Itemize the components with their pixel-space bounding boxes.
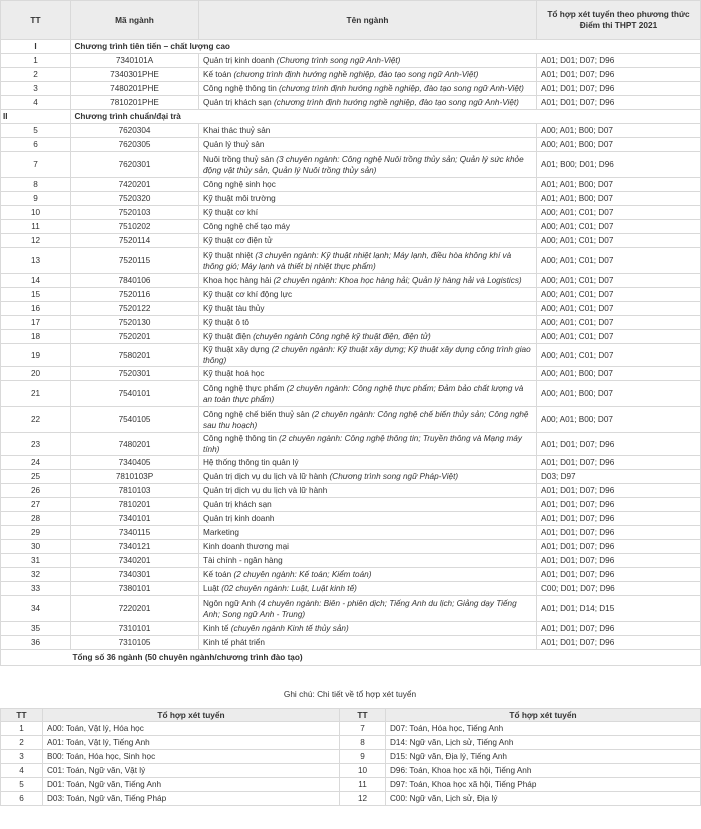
total-text: Tổng số 36 ngành (50 chuyên ngành/chương trình đào tạo) (71, 650, 701, 666)
row-name (199, 596, 537, 622)
row-code: 7510202 (71, 220, 199, 234)
row-name-text: Công nghệ sinh học (203, 180, 276, 189)
row-name (199, 54, 537, 68)
combo-tt-right: 11 (340, 778, 386, 792)
row-name (199, 367, 537, 381)
table-row (1, 68, 701, 82)
combo-right: D14: Ngữ văn, Lịch sử, Tiếng Anh (386, 736, 701, 750)
section-title-text: Chương trình tiên tiến – chất lượng cao (74, 42, 230, 51)
row-name-text: Quản trị kinh doanh (203, 56, 275, 65)
row-name (199, 206, 537, 220)
row-name-text: Marketing (203, 528, 239, 537)
combo-tt-left: 6 (1, 792, 43, 806)
table-row (1, 220, 701, 234)
row-code: 7520115 (71, 248, 199, 274)
row-name-text: Luật (203, 584, 219, 593)
table-row (1, 330, 701, 344)
section-title (74, 110, 701, 124)
combo-tt-right: 10 (340, 764, 386, 778)
row-name (199, 248, 537, 274)
row-code: 7220201 (71, 596, 199, 622)
row-code: 7340405 (71, 456, 199, 470)
row-code: 7340201 (71, 554, 199, 568)
row-name-note: (2 chuyên ngành: Công nghệ thông tin; Truyền thông và Mạng máy tính) (203, 434, 522, 454)
row-name (199, 582, 537, 596)
combo-header-combo-right: Tổ hợp xét tuyển (386, 709, 701, 722)
row-name-note: (2 chuyên ngành: Khoa học hàng hải; Quản lý hàng hải và Logistics) (273, 276, 522, 285)
row-name (199, 330, 537, 344)
table-row (1, 54, 701, 68)
table-row (1, 433, 701, 456)
row-combos: A00; A01; B00; D07 (537, 381, 701, 407)
row-combos: A00; A01; C01; D07 (537, 344, 701, 367)
combo-tt-right: 12 (340, 792, 386, 806)
row-name-note: (3 chuyên ngành: Kỹ thuật nhiệt lạnh; Máy lạnh, điều hòa không khí và thông gió; Máy lạnh và thiết bị nhiệt thực phẩm) (203, 250, 512, 271)
row-tt: 26 (1, 484, 71, 498)
row-combos: A01; A01; B00; D07 (537, 192, 701, 206)
header-combos (537, 1, 701, 40)
row-tt: 24 (1, 456, 71, 470)
row-name-text: Kỹ thuật ô tô (203, 318, 249, 327)
combo-row (1, 736, 701, 750)
table-row (1, 124, 701, 138)
header-code: Mã ngành (71, 1, 199, 40)
row-name-text: Kinh tế (203, 624, 229, 633)
row-combos: A01; D01; D07; D96 (537, 456, 701, 470)
row-name-text: Công nghệ chế biến thuỷ sản (203, 409, 310, 419)
row-name (199, 302, 537, 316)
row-code: 7340301 (71, 568, 199, 582)
row-name-text: Quản trị khách sạn (203, 98, 272, 107)
combo-right: C00: Ngữ văn, Lịch sử, Địa lý (386, 792, 701, 806)
combo-header-tt-left: TT (1, 709, 43, 722)
row-name (199, 124, 537, 138)
table-row (1, 152, 701, 178)
row-name (199, 344, 537, 367)
row-combos: A00; A01; B00; D07 (537, 138, 701, 152)
row-code: 7810201PHE (71, 96, 199, 110)
row-tt: 15 (1, 288, 71, 302)
combo-tt-right: 8 (340, 736, 386, 750)
row-code: 7380101 (71, 582, 199, 596)
row-name (199, 96, 537, 110)
row-name (199, 234, 537, 248)
combo-left: D01: Toán, Ngữ văn, Tiếng Anh (43, 778, 340, 792)
row-name-note: (chương trình định hướng nghề nghiệp, đào tạo song ngữ Anh-Việt) (233, 70, 479, 79)
row-code: 7340301PHE (71, 68, 199, 82)
majors-header-row (1, 1, 701, 40)
row-name (199, 498, 537, 512)
table-row (1, 288, 701, 302)
row-name-text: Công nghệ thông tin (203, 434, 277, 443)
table-row (1, 636, 701, 650)
row-combos: C00; D01; D07; D96 (537, 582, 701, 596)
table-row (1, 470, 701, 484)
combo-tt-right: 7 (340, 722, 386, 736)
row-name-text: Quản lý thuỷ sản (203, 140, 265, 149)
row-name (199, 68, 537, 82)
row-tt: 17 (1, 316, 71, 330)
row-code: 7520114 (71, 234, 199, 248)
row-code: 7340115 (71, 526, 199, 540)
row-tt: 6 (1, 138, 71, 152)
row-tt: 22 (1, 407, 71, 433)
row-name-text: Kỹ thuật cơ điện tử (203, 236, 273, 245)
row-name (199, 138, 537, 152)
row-combos: A01; D01; D07; D96 (537, 636, 701, 650)
note-caption: Ghi chú: Chi tiết về tổ hợp xét tuyển (283, 689, 417, 699)
row-code: 7520320 (71, 192, 199, 206)
row-name-text: Ngôn ngữ Anh (203, 598, 256, 608)
row-tt: 25 (1, 470, 71, 484)
row-tt: 21 (1, 381, 71, 407)
row-combos: A01; D01; D14; D15 (537, 596, 701, 622)
row-tt: 18 (1, 330, 71, 344)
row-name (199, 512, 537, 526)
row-code: 7340101 (71, 512, 199, 526)
table-row (1, 498, 701, 512)
row-name (199, 192, 537, 206)
row-name-text: Kỹ thuật cơ khí (203, 208, 258, 217)
table-row (1, 316, 701, 330)
table-row (1, 568, 701, 582)
row-name (199, 274, 537, 288)
table-row (1, 344, 701, 367)
combo-row (1, 764, 701, 778)
row-code: 7310105 (71, 636, 199, 650)
row-code: 7840106 (71, 274, 199, 288)
row-code: 7520122 (71, 302, 199, 316)
row-combos: A00; A01; C01; D07 (537, 248, 701, 274)
table-row (1, 248, 701, 274)
row-name (199, 407, 537, 433)
row-combos: A01; D01; D07; D96 (537, 554, 701, 568)
combo-tt-left: 5 (1, 778, 43, 792)
row-combos: A01; D01; D07; D96 (537, 68, 701, 82)
table-row (1, 138, 701, 152)
row-name-text: Kỹ thuật cơ khí động lực (203, 290, 293, 299)
row-name (199, 636, 537, 650)
table-row (1, 407, 701, 433)
table-row (1, 456, 701, 470)
row-tt: 14 (1, 274, 71, 288)
row-tt: 16 (1, 302, 71, 316)
row-name-text: Khoa học hàng hải (203, 276, 272, 285)
row-name-text: Quản trị kinh doanh (203, 514, 275, 523)
row-name-text: Kỹ thuật điện (203, 332, 251, 341)
row-name-text: Quản trị dịch vụ du lịch và lữ hành (203, 486, 328, 495)
row-code: 7810103P (71, 470, 199, 484)
row-combos: A01; D01; D07; D96 (537, 526, 701, 540)
row-name-text: Kỹ thuật hoá học (203, 369, 265, 378)
row-tt: 5 (1, 124, 71, 138)
row-tt: 20 (1, 367, 71, 381)
row-tt: 36 (1, 636, 71, 650)
row-name (199, 554, 537, 568)
row-name (199, 82, 537, 96)
row-code: 7340121 (71, 540, 199, 554)
row-name (199, 152, 537, 178)
row-tt: 30 (1, 540, 71, 554)
row-name-text: Kế toán (203, 570, 232, 579)
combo-tt-left: 4 (1, 764, 43, 778)
row-combos: A00; A01; C01; D07 (537, 234, 701, 248)
row-name-text: Kỹ thuật nhiệt (203, 250, 254, 260)
row-name-text: Quản trị dịch vụ du lịch và lữ hành (203, 472, 328, 481)
combo-table-body (1, 722, 701, 806)
row-name-text: Khai thác thuỷ sản (203, 126, 271, 135)
combo-row (1, 792, 701, 806)
total-empty (1, 650, 71, 666)
row-code: 7580201 (71, 344, 199, 367)
row-combos: A01; D01; D07; D96 (537, 540, 701, 554)
total-row (1, 650, 701, 666)
row-combos: A00; A01; C01; D07 (537, 274, 701, 288)
row-name-note: (chuyên ngành Kinh tế thủy sản) (230, 624, 349, 633)
row-tt: 32 (1, 568, 71, 582)
row-name (199, 433, 537, 456)
row-tt: 9 (1, 192, 71, 206)
row-tt: 3 (1, 82, 71, 96)
combo-left: A01: Toán, Vật lý, Tiếng Anh (43, 736, 340, 750)
majors-table-body (1, 40, 701, 666)
combo-row (1, 750, 701, 764)
row-combos: D03; D97 (537, 470, 701, 484)
row-tt: 23 (1, 433, 71, 456)
section-row (1, 40, 701, 54)
table-row (1, 596, 701, 622)
row-name-note: (2 chuyên ngành: Công nghệ chế biến thủy sản; Công nghệ sau thu hoạch) (203, 409, 529, 430)
combo-tt-left: 1 (1, 722, 43, 736)
row-name-note: (Chương trình song ngữ Anh-Việt) (276, 56, 401, 65)
row-combos: A00; A01; B00; D07 (537, 124, 701, 138)
combo-header-row (1, 709, 701, 722)
row-name-note: (4 chuyên ngành: Biên - phiên dịch; Tiếng Anh du lịch; Giảng dạy Tiếng Anh; Song ngữ Anh - Trung) (203, 598, 517, 619)
row-name-text: Nuôi trồng thuỷ sản (203, 154, 275, 164)
header-name: Tên ngành (199, 1, 537, 40)
row-tt: 12 (1, 234, 71, 248)
row-code: 7520301 (71, 367, 199, 381)
row-tt: 31 (1, 554, 71, 568)
row-name (199, 484, 537, 498)
section-title-text: Chương trình chuẩn/đại trà (74, 112, 181, 121)
combo-header-tt-right: TT (340, 709, 386, 722)
row-combos: A00; A01; C01; D07 (537, 330, 701, 344)
row-name (199, 456, 537, 470)
row-name-text: Hệ thống thông tin quản lý (203, 458, 299, 467)
section-row (1, 110, 701, 124)
row-code: 7520103 (71, 206, 199, 220)
combo-header-combo-left: Tổ hợp xét tuyển (43, 709, 340, 722)
table-row (1, 192, 701, 206)
row-name-note: (2 chuyên ngành: Kỹ thuật xây dựng; Kỹ thuật xây dựng công trình giao thông) (203, 345, 531, 365)
combo-left: B00: Toán, Hóa học, Sinh học (43, 750, 340, 764)
row-combos: A00; A01; C01; D07 (537, 302, 701, 316)
row-tt: 19 (1, 344, 71, 367)
row-tt: 11 (1, 220, 71, 234)
row-name-text: Tài chính - ngân hàng (203, 556, 283, 565)
table-row (1, 381, 701, 407)
row-name-note: (chương trình định hướng nghề nghiệp, đào tạo song ngữ Anh-Việt) (274, 98, 519, 107)
row-name-text: Công nghệ chế tạo máy (203, 222, 290, 231)
row-name-text: Kinh doanh thương mại (203, 542, 289, 551)
table-row (1, 274, 701, 288)
row-code: 7810103 (71, 484, 199, 498)
row-name (199, 178, 537, 192)
row-code: 7520201 (71, 330, 199, 344)
row-combos: A00; A01; B00; D07 (537, 407, 701, 433)
row-name-note: (chương trình định hướng nghề nghiệp, đào tạo song ngữ Anh-Việt) (279, 84, 524, 93)
row-name (199, 220, 537, 234)
row-name-text: Kỹ thuật môi trường (203, 194, 276, 203)
table-row (1, 178, 701, 192)
combo-tt-left: 3 (1, 750, 43, 764)
row-name-text: Kế toán (203, 70, 232, 79)
table-row (1, 484, 701, 498)
row-code: 7540101 (71, 381, 199, 407)
row-tt: 2 (1, 68, 71, 82)
header-combos-line2: Điểm thi THPT 2021 (579, 20, 658, 30)
row-tt: 29 (1, 526, 71, 540)
row-name-text: Công nghệ thông tin (203, 84, 277, 93)
row-name (199, 316, 537, 330)
row-combos: A00; A01; C01; D07 (537, 206, 701, 220)
section-numeral: I (1, 40, 71, 54)
row-name (199, 622, 537, 636)
row-tt: 34 (1, 596, 71, 622)
table-row (1, 582, 701, 596)
row-name-note: (chuyên ngành Công nghệ kỹ thuật điện, điện tử) (253, 332, 431, 341)
combo-row (1, 778, 701, 792)
row-tt: 28 (1, 512, 71, 526)
row-name (199, 526, 537, 540)
combo-tt-right: 9 (340, 750, 386, 764)
table-row (1, 82, 701, 96)
row-tt: 8 (1, 178, 71, 192)
row-combos: A01; D01; D07; D96 (537, 54, 701, 68)
combo-right: D15: Ngữ văn, Địa lý, Tiếng Anh (386, 750, 701, 764)
row-name-note: (2 chuyên ngành: Kế toán; Kiểm toán) (233, 570, 372, 579)
row-code: 7810201 (71, 498, 199, 512)
section-title (74, 40, 701, 54)
header-tt: TT (1, 1, 71, 40)
table-row (1, 554, 701, 568)
row-tt: 27 (1, 498, 71, 512)
row-combos: A01; D01; D07; D96 (537, 622, 701, 636)
table-row (1, 540, 701, 554)
combo-right: D97: Toán, Khoa học xã hội, Tiếng Pháp (386, 778, 701, 792)
combo-left: C01: Toán, Ngữ văn, Vật lý (43, 764, 340, 778)
table-row (1, 96, 701, 110)
row-code: 7480201PHE (71, 82, 199, 96)
combo-left: A00: Toán, Vật lý, Hóa học (43, 722, 340, 736)
row-code: 7520116 (71, 288, 199, 302)
row-name-note: (02 chuyên ngành: Luật, Luật kinh tế) (221, 584, 357, 593)
row-code: 7620304 (71, 124, 199, 138)
row-combos: A01; D01; D07; D96 (537, 512, 701, 526)
row-combos: A01; D01; D07; D96 (537, 82, 701, 96)
row-tt: 1 (1, 54, 71, 68)
table-row (1, 622, 701, 636)
combo-right: D96: Toán, Khoa học xã hội, Tiếng Anh (386, 764, 701, 778)
row-combos: A00; A01; B00; D07 (537, 367, 701, 381)
row-code: 7480201 (71, 433, 199, 456)
combo-left: D03: Toán, Ngữ văn, Tiếng Pháp (43, 792, 340, 806)
row-name (199, 470, 537, 484)
section-numeral: II (1, 110, 71, 124)
spacer (0, 666, 700, 686)
table-row (1, 526, 701, 540)
row-name-note: (Chương trình song ngữ Pháp-Việt) (329, 472, 459, 481)
row-code: 7520130 (71, 316, 199, 330)
row-code: 7540105 (71, 407, 199, 433)
table-row (1, 367, 701, 381)
table-row (1, 302, 701, 316)
table-row (1, 512, 701, 526)
row-tt: 4 (1, 96, 71, 110)
row-combos: A01; D01; D07; D96 (537, 433, 701, 456)
row-name (199, 568, 537, 582)
row-combos: A01; D01; D07; D96 (537, 484, 701, 498)
table-row (1, 206, 701, 220)
row-tt: 35 (1, 622, 71, 636)
row-combos: A01; D01; D07; D96 (537, 568, 701, 582)
row-name-text: Quản trị khách sạn (203, 500, 272, 509)
row-code: 7420201 (71, 178, 199, 192)
table-row (1, 234, 701, 248)
row-tt: 13 (1, 248, 71, 274)
row-combos: A01; A01; B00; D07 (537, 178, 701, 192)
combo-table (0, 708, 701, 806)
row-code: 7340101A (71, 54, 199, 68)
combo-right: D07: Toán, Hóa học, Tiếng Anh (386, 722, 701, 736)
combo-row (1, 722, 701, 736)
row-name-note: (2 chuyên ngành: Công nghệ thực phẩm; Đảm bảo chất lượng và an toàn thực phẩm) (203, 383, 524, 404)
row-name-note: (3 chuyên ngành: Công nghệ Nuôi trồng thủy sản; Quản lý sức khỏe động vật thủy sản, Quản lý Nuôi trồng thủy sản) (203, 154, 524, 175)
header-combos-line1: Tổ hợp xét tuyển theo phương thức (547, 9, 690, 19)
row-name (199, 381, 537, 407)
row-name-text: Kỹ thuật xây dựng (203, 345, 270, 354)
row-combos: A01; B00; D01; D96 (537, 152, 701, 178)
row-name-text: Kỹ thuật tàu thủy (203, 304, 265, 313)
row-combos: A01; D01; D07; D96 (537, 96, 701, 110)
row-tt: 7 (1, 152, 71, 178)
row-name-text: Kinh tế phát triển (203, 638, 265, 647)
row-tt: 10 (1, 206, 71, 220)
row-code: 7310101 (71, 622, 199, 636)
row-combos: A00; A01; C01; D07 (537, 316, 701, 330)
row-combos: A01; D01; D07; D96 (537, 498, 701, 512)
combo-tt-left: 2 (1, 736, 43, 750)
row-name-text: Công nghệ thực phẩm (203, 383, 285, 393)
row-combos: A00; A01; C01; D07 (537, 220, 701, 234)
row-name (199, 288, 537, 302)
row-combos: A00; A01; C01; D07 (537, 288, 701, 302)
row-tt: 33 (1, 582, 71, 596)
row-name (199, 540, 537, 554)
row-code: 7620305 (71, 138, 199, 152)
row-code: 7620301 (71, 152, 199, 178)
